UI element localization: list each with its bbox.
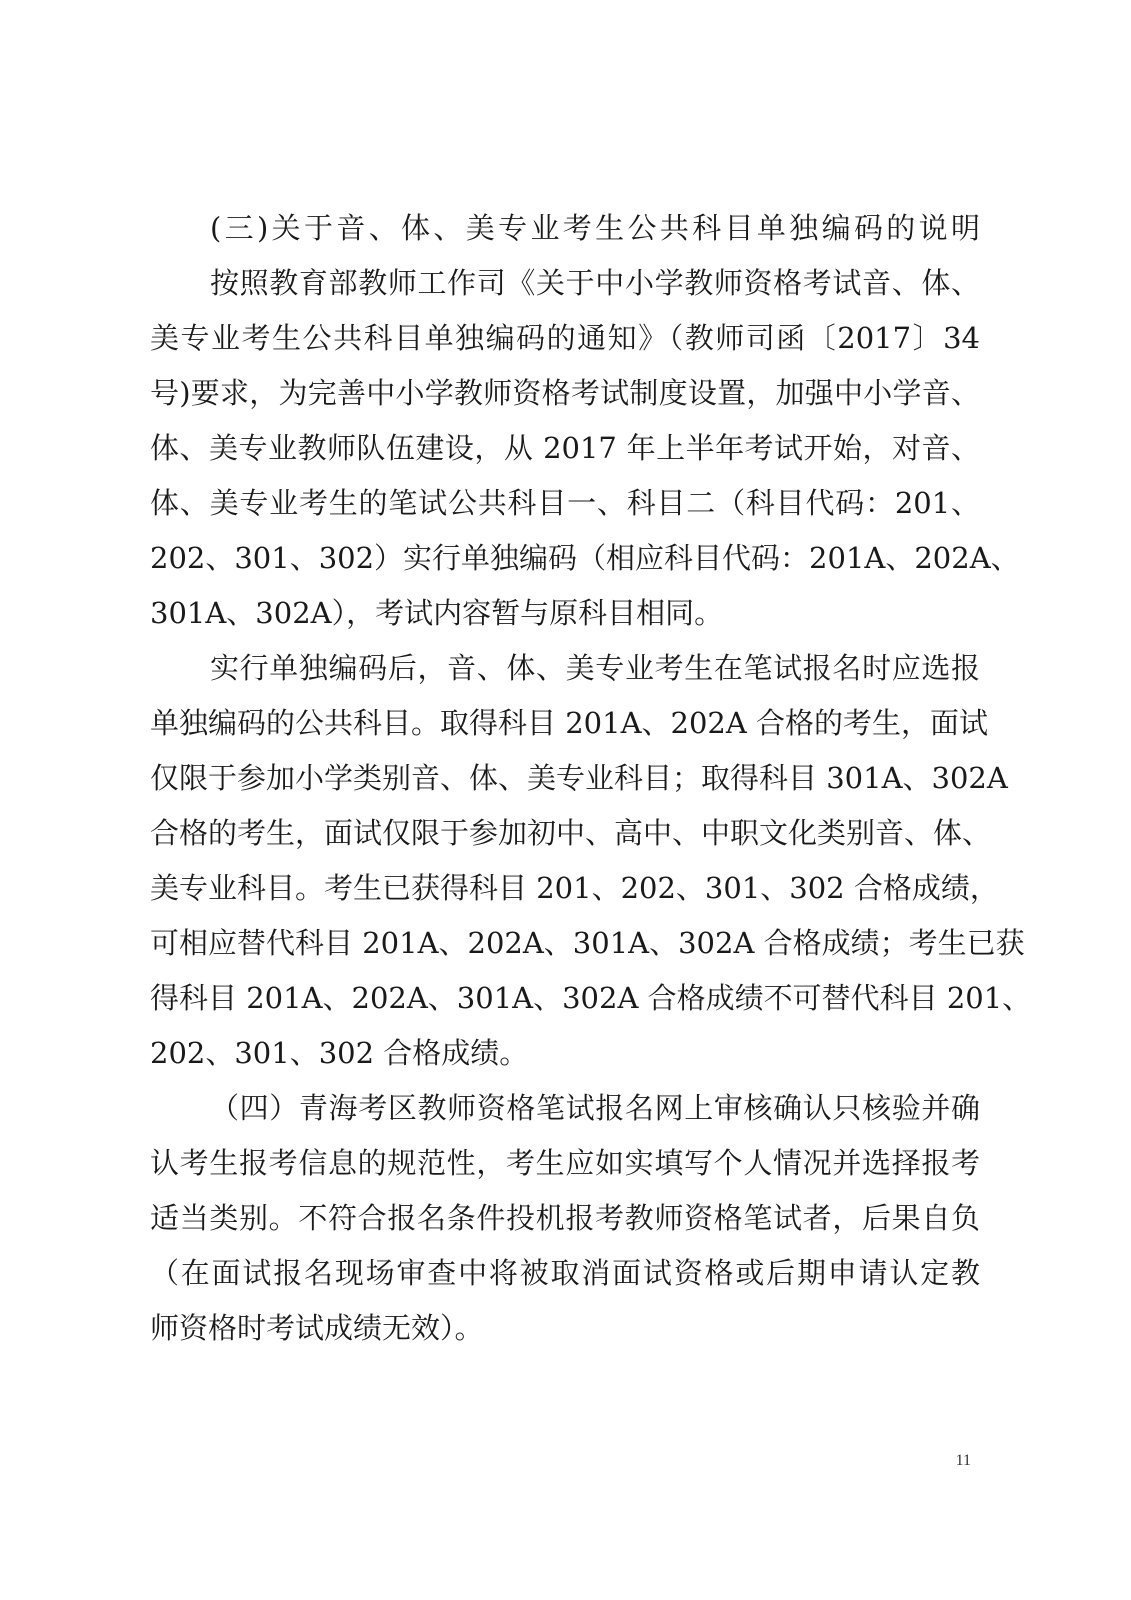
paragraph-line: 实行单独编码后，音、体、美专业考生在笔试报名时应选报 — [210, 651, 980, 685]
paragraph-line: 202、301、302）实行单独编码（相应科目代码：201A、202A、 — [150, 541, 1020, 575]
page-number: 11 — [955, 1452, 971, 1469]
paragraph-line: 合格的考生，面试仅限于参加初中、高中、中职文化类别音、体、 — [150, 816, 992, 850]
paragraph-line: 202、301、302 合格成绩。 — [150, 1036, 529, 1070]
paragraph-line: 适当类别。不符合报名条件投机报考教师资格笔试者，后果自负 — [150, 1201, 980, 1235]
paragraph-line: 号)要求，为完善中小学教师资格考试制度设置，加强中小学音、 — [150, 376, 980, 410]
section-3-heading: (三)关于音、体、美专业考生公共科目单独编码的说明 — [210, 211, 980, 245]
paragraph-line: 体、美专业教师队伍建设，从 2017 年上半年考试开始，对音、 — [150, 431, 980, 465]
paragraph-line: 认考生报考信息的规范性，考生应如实填写个人情况并选择报考 — [150, 1146, 980, 1180]
paragraph-line: 体、美专业考生的笔试公共科目一、科目二（科目代码：201、 — [150, 486, 980, 520]
paragraph-line: 美专业科目。考生已获得科目 201、202、301、302 合格成绩， — [150, 871, 999, 905]
paragraph-line: 师资格时考试成绩无效）。 — [150, 1311, 484, 1345]
section-4-line: （四）青海考区教师资格笔试报名网上审核确认只核验并确 — [210, 1091, 980, 1125]
paragraph-line: 按照教育部教师工作司《关于中小学教师资格考试音、体、 — [210, 266, 980, 300]
paragraph-line: 301A、302A），考试内容暂与原科目相同。 — [150, 596, 724, 630]
paragraph-line: 单独编码的公共科目。取得科目 201A、202A 合格的考生，面试 — [150, 706, 989, 740]
paragraph-line: （在面试报名现场审查中将被取消面试资格或后期申请认定教 — [150, 1256, 980, 1290]
paragraph-line: 得科目 201A、202A、301A、302A 合格成绩不可替代科目 201、 — [150, 981, 1032, 1015]
paragraph-line: 可相应替代科目 201A、202A、301A、302A 合格成绩；考生已获 — [150, 926, 1025, 960]
paragraph-line: 仅限于参加小学类别音、体、美专业科目；取得科目 301A、302A — [150, 761, 1008, 795]
paragraph-line: 美专业考生公共科目单独编码的通知》（教师司函〔2017〕34 — [150, 321, 980, 355]
